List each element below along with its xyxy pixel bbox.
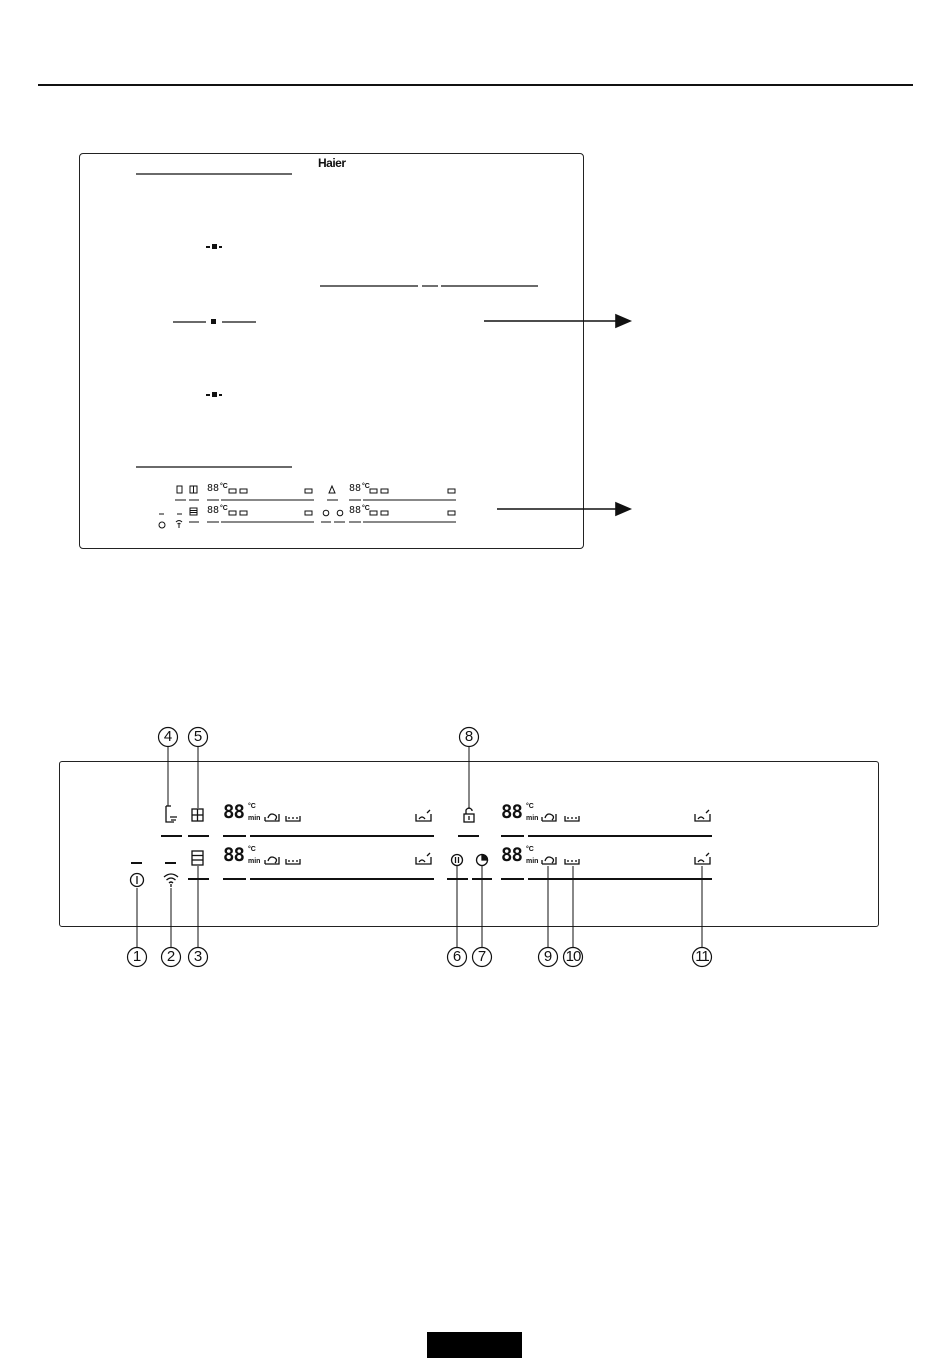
pot-lid-icon (542, 857, 556, 864)
mini-display-4: 88 (349, 505, 362, 516)
zone-unit-c-left-bottom: °C (248, 846, 256, 853)
callout-1: 1 (132, 948, 142, 965)
mini-pause-icon (323, 510, 329, 516)
mini-display-2: 88 (207, 505, 220, 516)
callout-5: 5 (193, 728, 203, 745)
simmer-icon (416, 853, 431, 864)
simmer-icon (695, 853, 710, 864)
pot-lid-icon (265, 857, 279, 864)
zone-display-left-top: 88 (223, 801, 244, 823)
zone-marker-top (206, 244, 222, 249)
zone-unit-min-right-top: min (526, 815, 539, 822)
callout-7: 7 (477, 948, 487, 965)
page-tab (427, 1332, 522, 1358)
pan-icon (565, 816, 579, 821)
wifi-icon (164, 874, 178, 887)
callout-4: 4 (163, 728, 173, 745)
hob-overview (0, 0, 950, 600)
mini-unit-1: °C (220, 483, 228, 490)
mini-flex-zone-icon (190, 508, 197, 515)
brand-logo: Haier (318, 156, 346, 170)
callout-2: 2 (166, 948, 176, 965)
pan-icon (286, 859, 300, 864)
simmer-icon (695, 810, 710, 821)
zone-unit-c-left-top: °C (248, 803, 256, 810)
callout-leaders (137, 747, 702, 947)
arrow-to-panel (497, 503, 630, 515)
zone-unit-min-left-bottom: min (248, 858, 261, 865)
power-icon (131, 874, 144, 887)
mini-warning-icon (329, 486, 335, 493)
pan-icon (286, 816, 300, 821)
callout-9: 9 (543, 948, 553, 965)
pan-icon (565, 859, 579, 864)
callout-3: 3 (193, 948, 203, 965)
callout-circles (128, 728, 712, 967)
callout-11: 11 (695, 948, 709, 965)
mini-timer-icon (337, 510, 343, 516)
mini-display-3: 88 (349, 483, 362, 494)
mini-wifi-icon (176, 521, 182, 525)
pot-lid-icon (542, 814, 556, 821)
zone-display-right-bottom: 88 (501, 844, 522, 866)
flex-zone-icon (192, 851, 203, 865)
mini-unit-3: °C (362, 483, 370, 490)
pot-lid-icon (265, 814, 279, 821)
zone-unit-min-left-top: min (248, 815, 261, 822)
simmer-icon (416, 810, 431, 821)
arrow-to-surface (484, 315, 630, 327)
callout-8: 8 (464, 728, 474, 745)
callout-10: 10 (565, 948, 581, 965)
zone-marker-bottom (206, 392, 222, 397)
zone-display-right-top: 88 (501, 801, 522, 823)
mini-unit-2: °C (220, 505, 228, 512)
timer-icon (477, 855, 488, 866)
lock-icon (464, 808, 474, 822)
mini-hood-link-icon (177, 486, 182, 493)
mini-unit-4: °C (362, 505, 370, 512)
mini-power-icon (159, 522, 165, 528)
zone-display-left-bottom: 88 (223, 844, 244, 866)
mini-display-1: 88 (207, 483, 220, 494)
zone-marker-mid (211, 319, 216, 324)
hood-link-icon (166, 806, 177, 822)
zone-unit-c-right-bottom: °C (526, 846, 534, 853)
zone-unit-c-right-top: °C (526, 803, 534, 810)
bridge-icon (192, 809, 203, 821)
pause-icon (452, 855, 463, 866)
zone-unit-min-right-bottom: min (526, 858, 539, 865)
callout-6: 6 (452, 948, 462, 965)
mini-control-panel (159, 483, 456, 528)
